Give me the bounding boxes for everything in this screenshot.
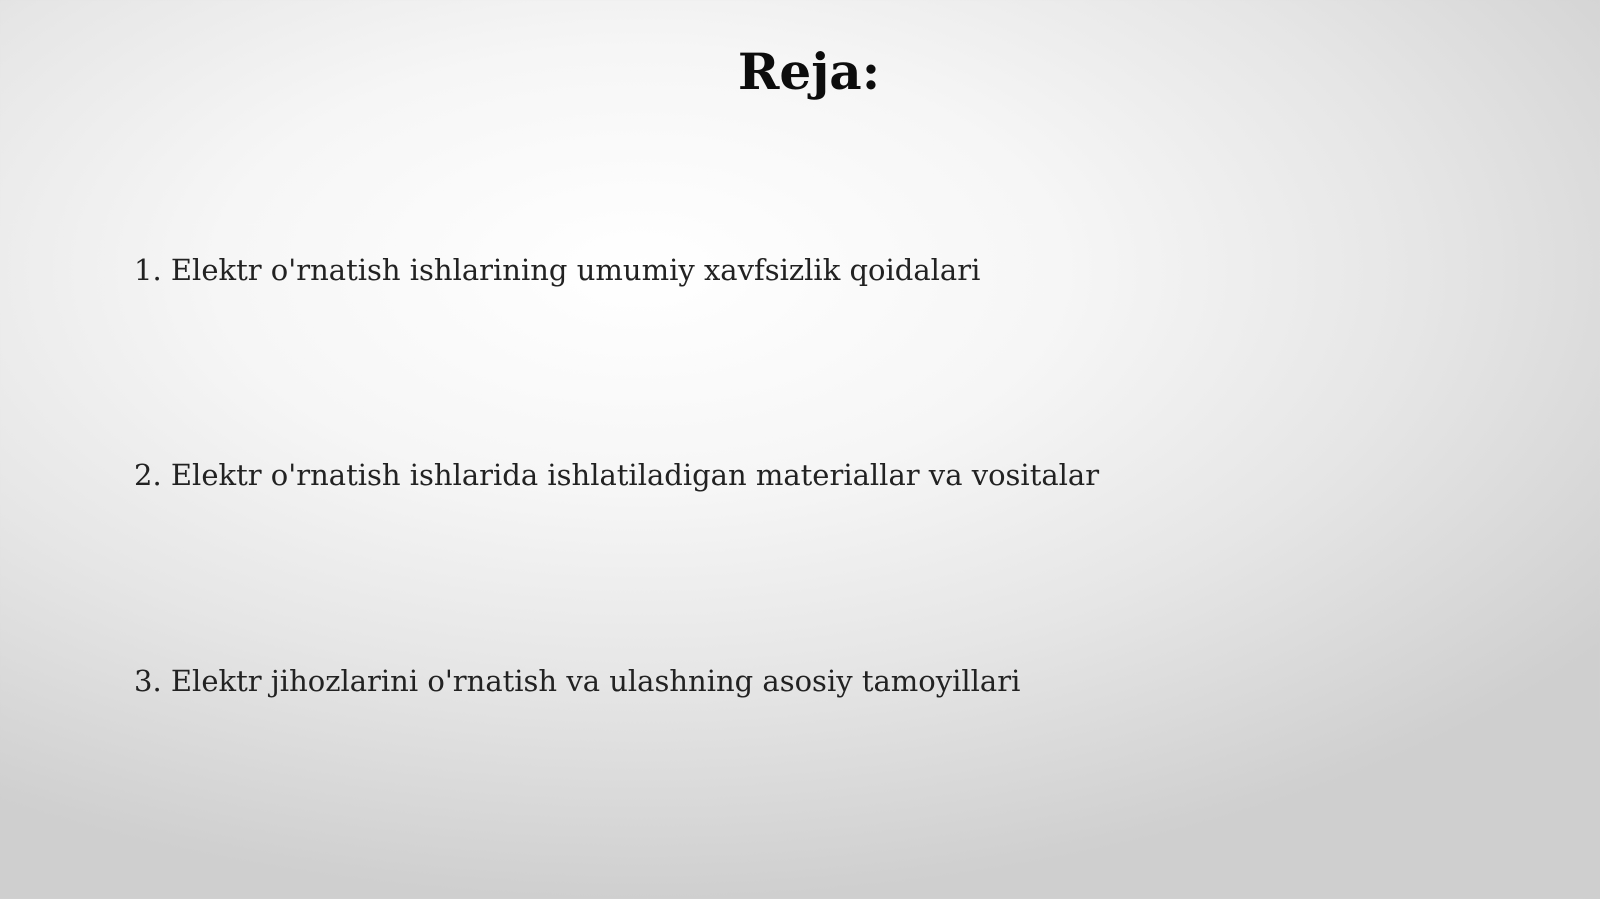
plan-item-2: 2. Elektr o'rnatish ishlarida ishlatiladigan materiallar va vositalar xyxy=(134,458,1100,492)
plan-item-3: 3. Elektr jihozlarini o'rnatish va ulashning asosiy tamoyillari xyxy=(134,664,1021,698)
plan-item-1: 1. Elektr o'rnatish ishlarining umumiy xavfsizlik qoidalari xyxy=(134,253,981,287)
slide-title: Reja: xyxy=(737,42,881,101)
